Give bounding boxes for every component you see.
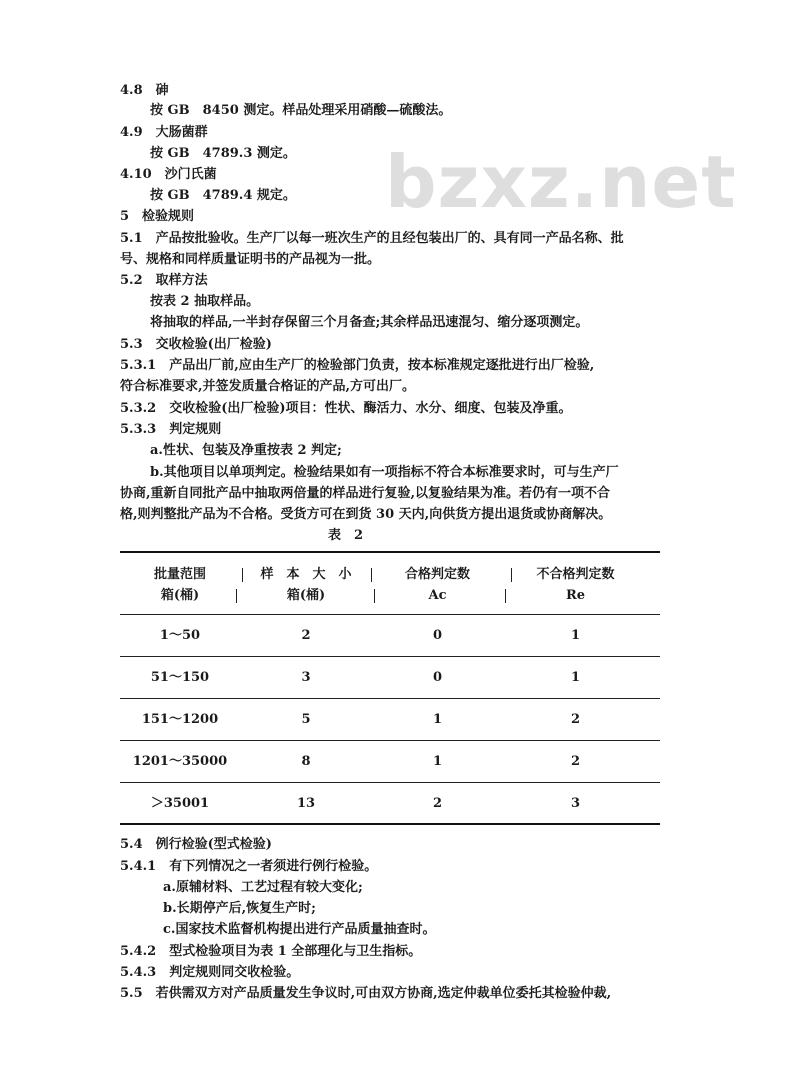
rule-b-line-2: 协商,重新自同批产品中抽取两倍量的样品进行复验,以复验结果为准。若仍有一项不合 [120,486,611,501]
section-5-4-1: 5.4.1 有下列情况之一者须进行例行检验。 [120,859,378,874]
section-5-5: 5.5 若供需双方对产品质量发生争议时,可由双方协商,选定仲裁单位委托其检验仲裁, [120,986,612,1001]
section-4-8-text: 按 GB 8450 测定。样品处理采用硝酸—硫酸法。 [150,103,452,118]
cell-batch-range: 51～150 [150,670,210,685]
header-separator [236,589,237,603]
cell-batch-range: 151～1200 [141,712,219,727]
section-5-1-line-2: 号、规格和同样质量证明书的产品视为一批。 [120,252,381,267]
section-5-3-3-heading: 5.3.3 判定规则 [120,422,222,437]
cell-batch-range: 1201～35000 [132,754,228,769]
rule-a: a.性状、包装及净重按表 2 判定; [150,443,342,458]
cell-sample-size: 3 [301,670,311,685]
cell-sample-size: 5 [301,712,311,727]
watermark: bzxz.net [385,140,737,224]
header-sample-size: 样 本 大 小 [260,567,352,582]
section-5-3-1-line-2: 符合标准要求,并签发质量合格证的产品,方可出厂。 [120,379,416,394]
table-header-rule [120,614,660,615]
cell-ac: 1 [432,712,443,727]
section-4-8-heading: 4.8 砷 [120,83,169,98]
header-accept-number: 合格判定数 [404,567,470,582]
header-batch-range: 批量范围 [153,567,206,582]
section-5-2-text-1: 按表 2 抽取样品。 [150,294,260,309]
table-bottom-rule [120,823,660,825]
header-separator [374,589,375,603]
table-caption: 表 2 [328,528,364,543]
cell-re: 2 [570,754,581,769]
table-row-rule [120,740,660,741]
section-5-heading: 5 检验规则 [120,209,195,224]
section-4-10-heading: 4.10 沙门氏菌 [120,167,217,182]
cell-batch-range: 1～50 [159,628,201,643]
header-separator [511,568,512,582]
header-reject-code: Re [565,588,586,603]
table-top-rule [120,551,660,553]
section-5-3-heading: 5.3 交收检验(出厂检验) [120,337,272,352]
section-4-9-text: 按 GB 4789.3 测定。 [150,146,296,161]
section-4-9-heading: 4.9 大肠菌群 [120,125,208,140]
section-5-1-line-1: 5.1 产品按批验收。生产厂以每一班次生产的且经包装出厂的、具有同一产品名称、批 [120,231,624,246]
rule-b-line-3: 格,则判整批产品为不合格。受货方可在到货 30 天内,向供货方提出退货或协商解决。 [120,507,612,522]
condition-b: b.长期停产后,恢复生产时; [163,901,316,916]
cell-ac: 1 [432,754,443,769]
header-sample-size-unit: 箱(桶) [286,588,326,603]
section-5-3-1-line-1: 5.3.1 产品出厂前,应由生产厂的检验部门负责，按本标准规定逐批进行出厂检验, [120,358,595,373]
rule-b-line-1: b.其他项目以单项判定。检验结果如有一项指标不符合本标准要求时，可与生产厂 [150,465,619,480]
cell-re: 1 [570,670,581,685]
section-5-4-heading: 5.4 例行检验(型式检验) [120,837,272,852]
header-separator [371,568,372,582]
table-row-rule [120,656,660,657]
header-accept-code: Ac [428,588,447,603]
section-5-2-text-2: 将抽取的样品,一半封存保留三个月备查;其余样品迅速混匀、缩分逐项测定。 [150,315,589,330]
table-row-rule [120,782,660,783]
cell-ac: 2 [432,796,443,811]
section-4-10-text: 按 GB 4789.4 规定。 [150,188,296,203]
cell-ac: 0 [432,670,443,685]
section-5-4-2: 5.4.2 型式检验项目为表 1 全部理化与卫生指标。 [120,944,422,959]
condition-c: c.国家技术监督机构提出进行产品质量抽查时。 [163,922,436,937]
section-5-3-2: 5.3.2 交收检验(出厂检验)项目：性状、酶活力、水分、细度、包装及净重。 [120,401,572,416]
condition-a: a.原辅材料、工艺过程有较大变化; [163,880,363,895]
cell-re: 3 [570,796,581,811]
cell-sample-size: 8 [301,754,311,769]
header-reject-number: 不合格判定数 [536,567,615,582]
cell-sample-size: 13 [296,796,316,811]
header-batch-range-unit: 箱(桶) [160,588,200,603]
cell-ac: 0 [432,628,443,643]
header-separator [505,589,506,603]
cell-batch-range: ＞35001 [150,796,210,811]
section-5-4-3: 5.4.3 判定规则同交收检验。 [120,965,300,980]
cell-sample-size: 2 [301,628,311,643]
header-separator [242,568,243,582]
section-5-2-heading: 5.2 取样方法 [120,273,208,288]
cell-re: 1 [570,628,581,643]
cell-re: 2 [570,712,581,727]
table-row-rule [120,698,660,699]
